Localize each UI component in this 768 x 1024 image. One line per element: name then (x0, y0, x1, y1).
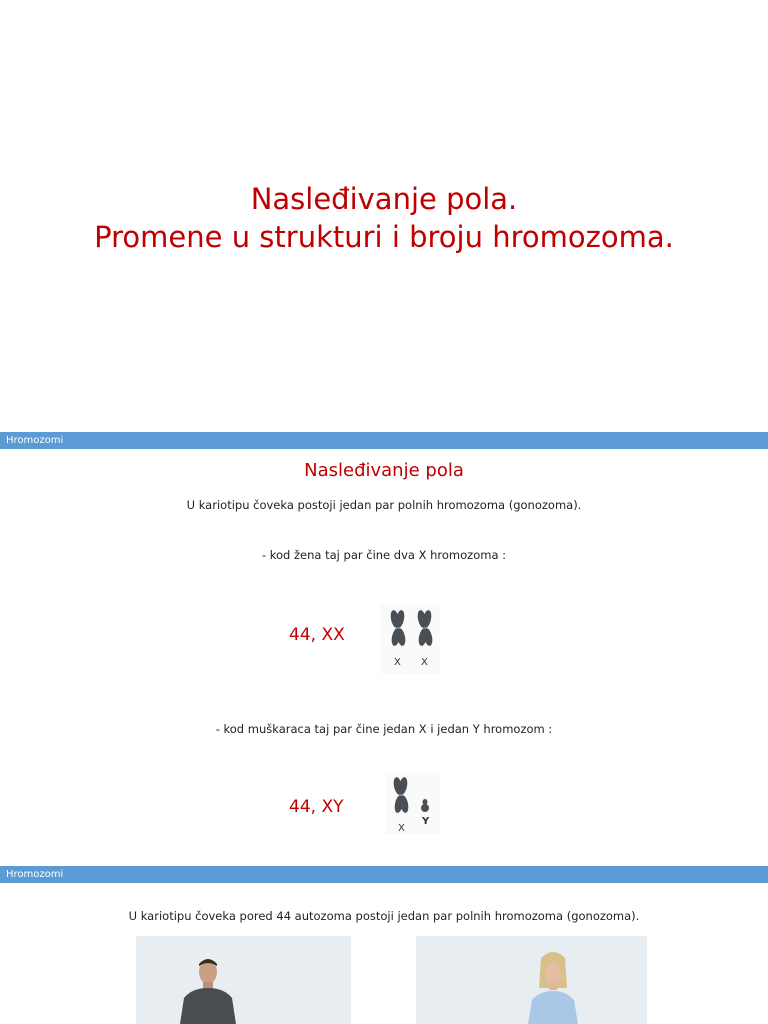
woman-figure (416, 936, 647, 1024)
slide-heading: Nasleđivanje pola (304, 460, 464, 481)
chromosome-label: X (394, 657, 401, 668)
male-chromosome-pair (385, 772, 440, 834)
man-figure (136, 936, 351, 1024)
inheritance-slide (0, 432, 768, 866)
chromosome-label: X (398, 823, 405, 834)
karyotype-slide (0, 866, 768, 1024)
slide-title (0, 180, 768, 256)
chromosome-label: Y (422, 816, 430, 827)
title-line-1: Nasleđivanje pola. (250, 182, 518, 216)
slide-header-label: Hromozomi (6, 435, 64, 446)
title-line-2: Promene u strukturi i broju hromozoma. (94, 220, 674, 254)
female-karyotype: 44, XX (289, 625, 345, 645)
intro-text: U kariotipu čoveka pored 44 autozoma postoji jedan par polnih hromozoma (gonozoma). (128, 909, 640, 923)
woman-photo (416, 936, 647, 1024)
man-photo (136, 936, 351, 1024)
slide-header-bar (0, 866, 768, 883)
chromosome-label: X (421, 657, 428, 668)
slide-header-label: Hromozomi (6, 869, 64, 880)
y-chromosome-icon (385, 772, 440, 834)
female-description: - kod žena taj par čine dva X hromozoma : (261, 548, 507, 562)
female-chromosome-pair (380, 604, 440, 674)
male-karyotype: 44, XY (289, 797, 344, 817)
slide-header-bar (0, 432, 768, 449)
intro-text: U kariotipu čoveka postoji jedan par polnih hromozoma (gonozoma). (186, 498, 582, 512)
male-description: - kod muškaraca taj par čine jedan X i jedan Y hromozom : (215, 722, 553, 736)
title-slide (0, 0, 768, 432)
x-chromosome-icon (380, 604, 440, 674)
